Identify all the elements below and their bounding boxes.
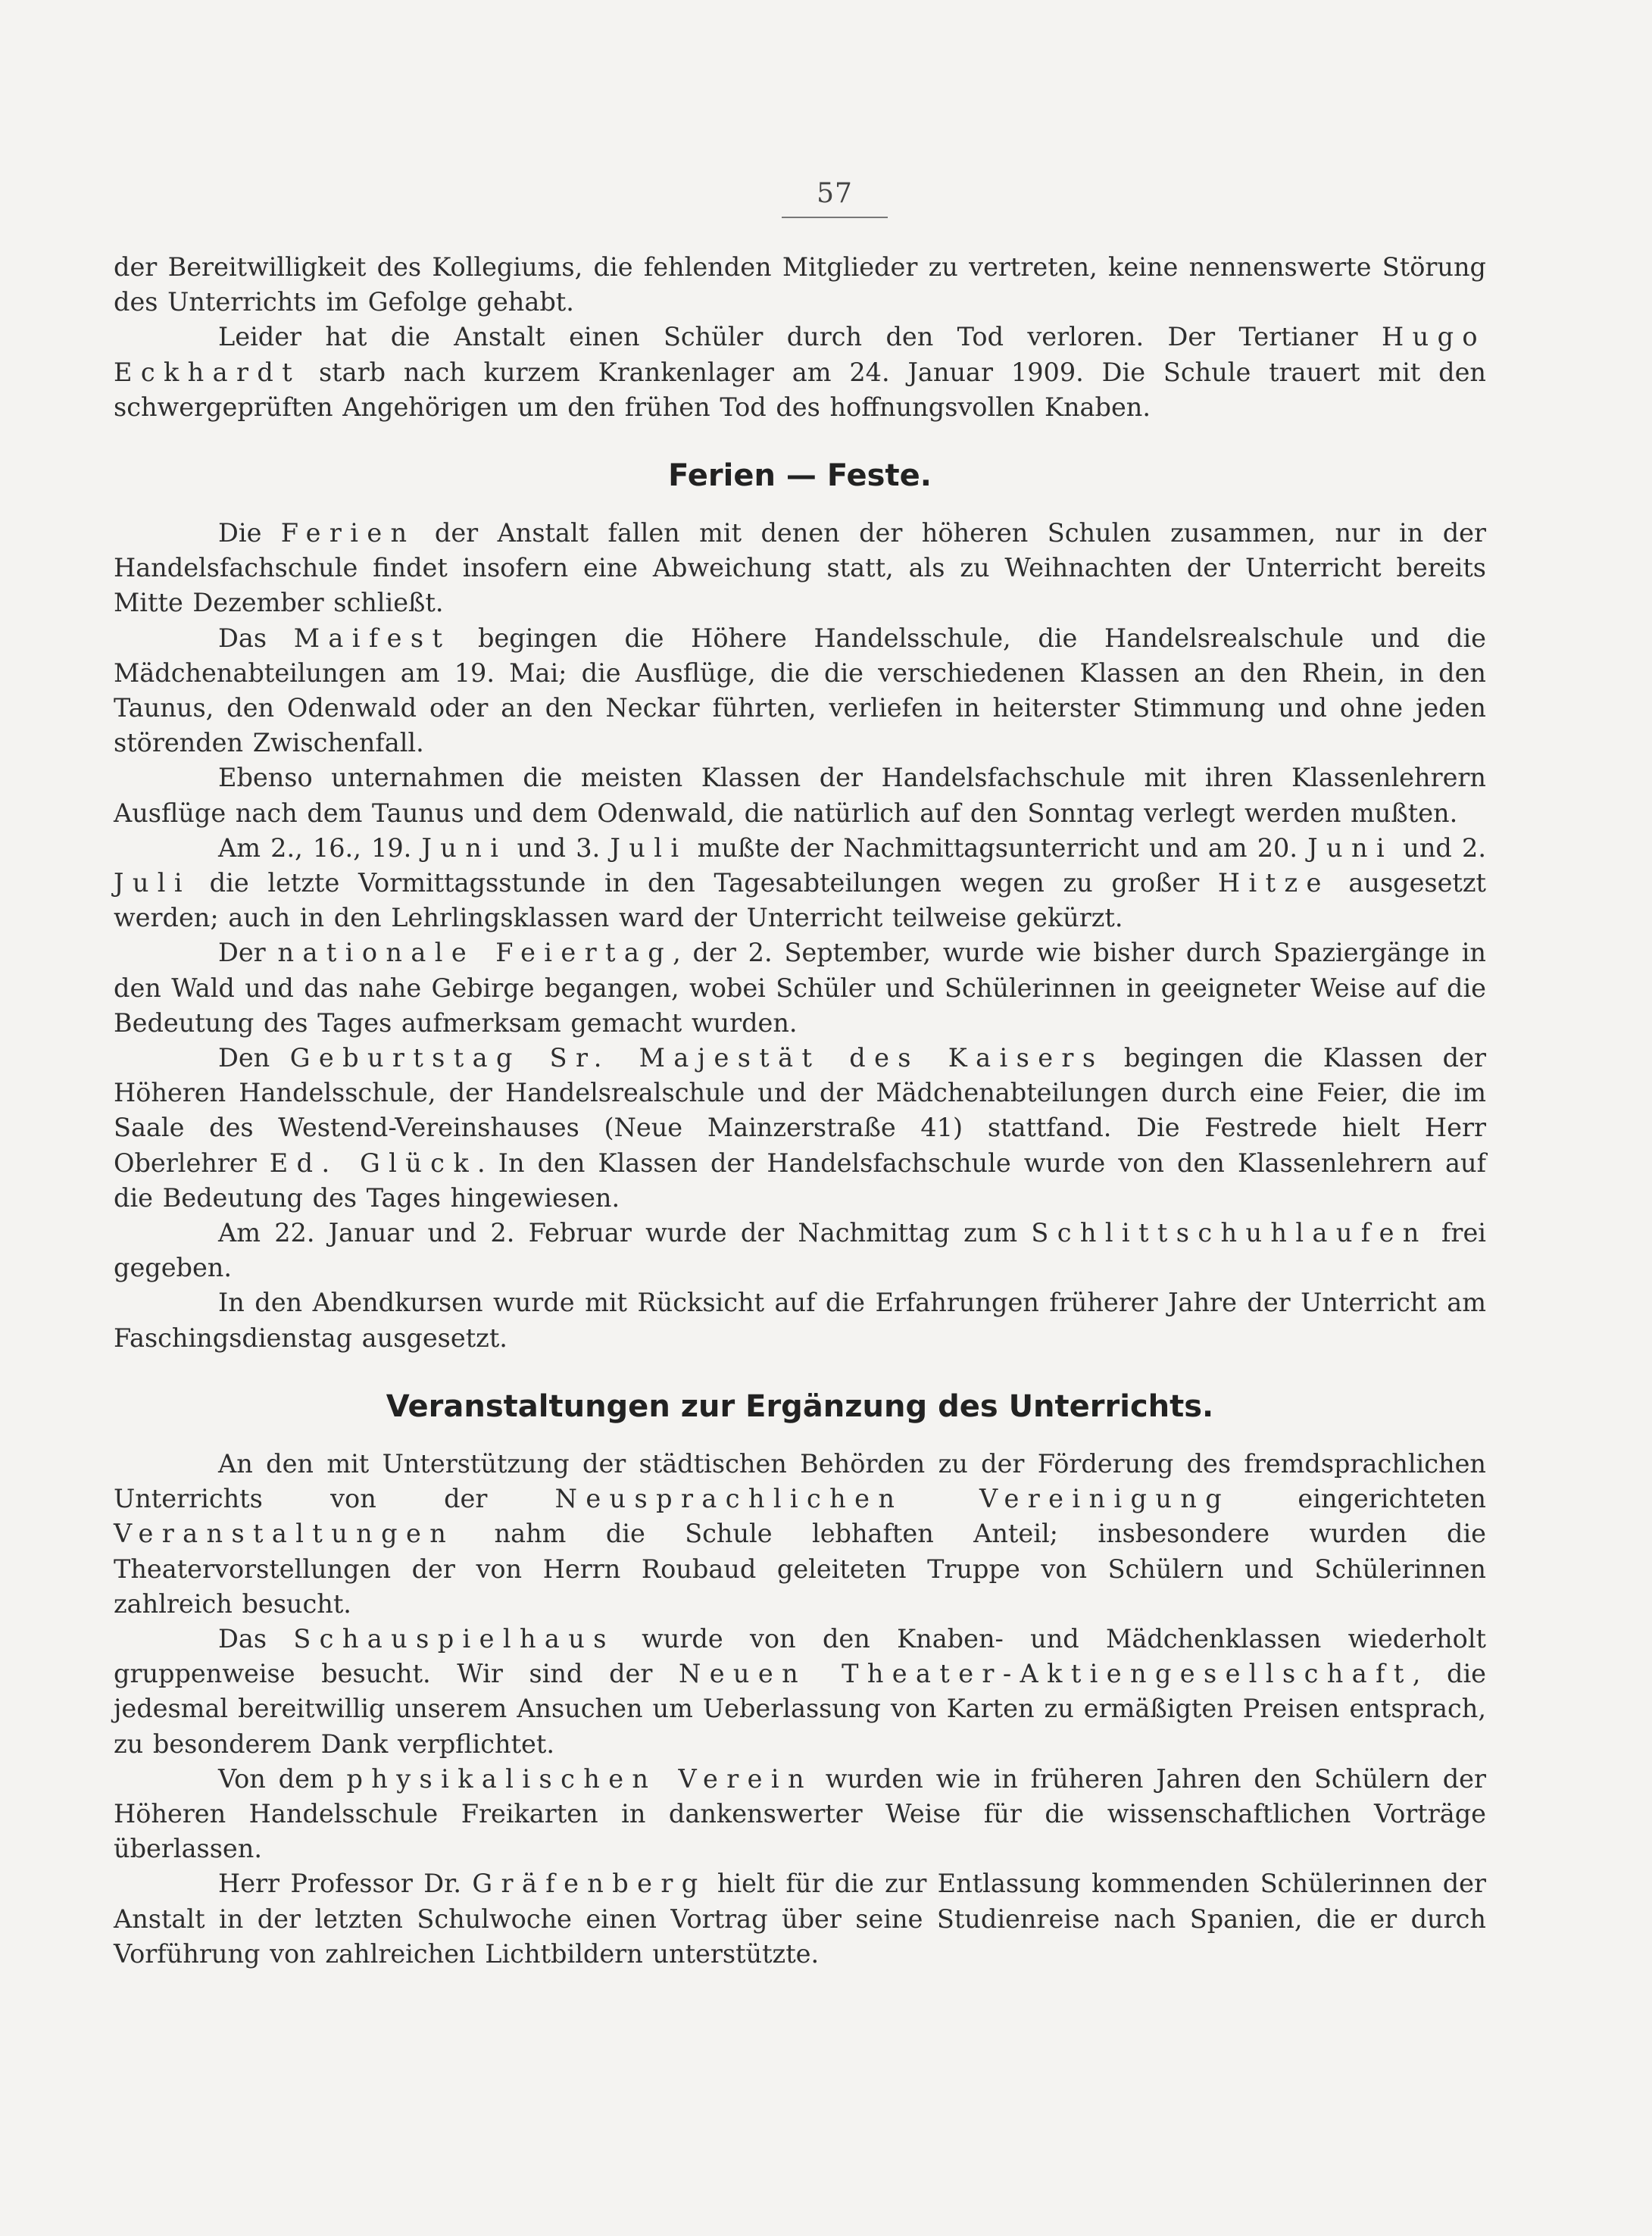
paragraph: In den Abendkursen wurde mit Rücksicht auf die Erfahrungen früherer Jahre der Unterricht am Faschingsdienstag ausgesetzt. <box>114 1288 1486 1353</box>
paragraph: Das Maifest begingen die Höhere Handelsschule, die Handelsrealschule und die Mädchenabteilungen am 19. Mai; die Ausflüge, die die verschiedenen Klassen an den Rhein, in den Taunus, den Odenwald oder an den Neckar führten, verliefen in heiterster Stimmung und ohne jeden störenden Zwischenfall. <box>114 623 1487 758</box>
paragraph: Ebenso unternahmen die meisten Klassen der Handelsfachschule mit ihren Klassenlehrern Ausflüge nach dem Taunus und dem Odenwald, die natürlich auf den Sonntag verlegt werden mußten. <box>114 763 1486 828</box>
paragraph: Die Ferien der Anstalt fallen mit denen der höheren Schulen zusammen, nur in der Handelsfachschule findet insofern eine Abweichung statt, als zu Weihnachten der Unterricht bereits Mitte Dezember schließt. <box>114 518 1486 618</box>
paragraph: Den Geburtstag Sr. Majestät des Kaisers begingen die Klassen der Höheren Handelsschule, der Handelsrealschule und der Mädchenabteilungen durch eine Feier, die im Saale des Westend-Vereinshauses (Neue Mainzerstraße 41) stattfand. Die Festrede hielt Herr Oberlehrer Ed. Glück. In den Klassen der Handelsfachschule wurde von den Klassenlehrern auf die Bedeutung des Tages hingewiesen. <box>114 1043 1486 1213</box>
paragraph: Das Schauspielhaus wurde von den Knaben- und Mädchenklassen wiederholt gruppenweise besucht. Wir sind der Neuen Theater-Aktiengesellschaft, die jedesmal bereitwillig unserem Ansuchen um Ueberlassung von Karten zu ermäßigten Preisen entsprach, zu besonderem Dank verpflichtet. <box>114 1623 1486 1759</box>
paragraph: Von dem physikalischen Verein wurden wie in früheren Jahren den Schülern der Höheren Handelsschule Freikarten in dankenswerter Weise für die wissenschaftlichen Vorträge überlassen. <box>114 1763 1486 1864</box>
paragraph: Herr Professor Dr. Gräfenberg hielt für die zur Entlassung kommenden Schülerinnen der Anstalt in der letzten Schulwoche einen Vortrag über seine Studienreise nach Spanien, die er durch Vorführung von zahlreichen Lichtbildern unterstützte. <box>114 1869 1487 1969</box>
veranstaltungen-section <box>114 1447 1486 1972</box>
page-number: 57 <box>782 178 888 218</box>
paragraph: Am 22. Januar und 2. Februar wurde der Nachmittag zum Schlittschuhlaufen frei gegeben. <box>114 1218 1486 1283</box>
intro-section <box>114 250 1486 425</box>
section-heading-veranstaltungen: Veranstaltungen zur Ergänzung des Unterrichts. <box>386 1388 1214 1424</box>
document-page <box>114 178 1486 1972</box>
paragraph: An den mit Unterstützung der städtischen Behörden zu der Förderung des fremdsprachlichen Unterrichts von der Neusprachlichen Vereinigung eingerichteten Veranstaltungen nahm die Schule lebhaften Anteil; insbesondere wurden die Theatervorstellungen der von Herrn Roubaud geleiteten Truppe von Schülern und Schülerinnen zahlreich besucht. <box>114 1448 1487 1619</box>
section-heading-ferien: Ferien — Feste. <box>668 458 932 494</box>
paragraph: der Bereitwilligkeit des Kollegiums, die fehlenden Mitglieder zu vertreten, keine nennenswerte Störung des Unterrichts im Gefolge gehabt. <box>114 252 1486 317</box>
paragraph: Leider hat die Anstalt einen Schüler durch den Tod verloren. Der Tertianer Hugo Eckhardt starb nach kurzem Krankenlager am 24. Januar 1909. Die Schule trauert mit den schwergeprüften Angehörigen um den frühen Tod des hoffnungsvollen Knaben. <box>114 322 1486 422</box>
ferien-section <box>114 516 1486 1356</box>
paragraph: Der nationale Feiertag, der 2. September, wurde wie bisher durch Spaziergänge in den Wald und das nahe Gebirge begangen, wobei Schüler und Schülerinnen in geeigneter Weise auf die Bedeutung des Tages aufmerksam gemacht wurden. <box>114 938 1486 1038</box>
paragraph: Am 2., 16., 19. Juni und 3. Juli mußte der Nachmittagsunterricht und am 20. Juni und 2. Juli die letzte Vormittagsstunde in den Tagesabteilungen wegen zu großer Hitze ausgesetzt werden; auch in den Lehrlingsklassen ward der Unterricht teilweise gekürzt. <box>114 832 1487 933</box>
